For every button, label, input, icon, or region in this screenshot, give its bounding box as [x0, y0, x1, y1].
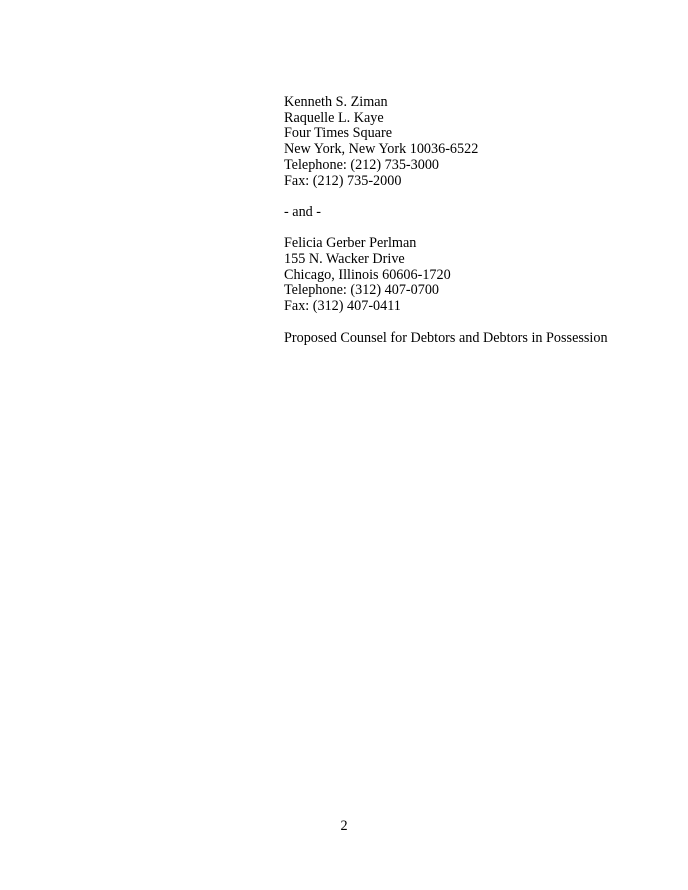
spacer	[284, 189, 674, 205]
fax-line: Fax: (212) 735-2000	[284, 172, 402, 189]
spacer	[284, 315, 674, 331]
spacer	[284, 221, 674, 237]
attorney-name: Kenneth S. Ziman	[284, 94, 388, 110]
fax-line: Fax: (312) 407-0411	[284, 298, 401, 315]
address-line: New York, New York 10036-6522	[284, 141, 479, 158]
separator-text: - and -	[284, 203, 322, 220]
attorney-name: Raquelle L. Kaye	[284, 109, 384, 126]
attorney-name: Felicia Gerber Perlman	[284, 235, 417, 252]
address-line: 155 N. Wacker Drive	[284, 251, 405, 267]
counsel-role: Proposed Counsel for Debtors and Debtors in Possession	[284, 329, 608, 346]
page-number: 2	[340, 818, 348, 834]
telephone-line: Telephone: (312) 407-0700	[284, 282, 440, 299]
address-line: Four Times Square	[284, 125, 392, 142]
signature-block	[284, 95, 674, 346]
telephone-line: Telephone: (212) 735-3000	[284, 156, 440, 173]
address-line: Chicago, Illinois 60606-1720	[284, 266, 451, 283]
